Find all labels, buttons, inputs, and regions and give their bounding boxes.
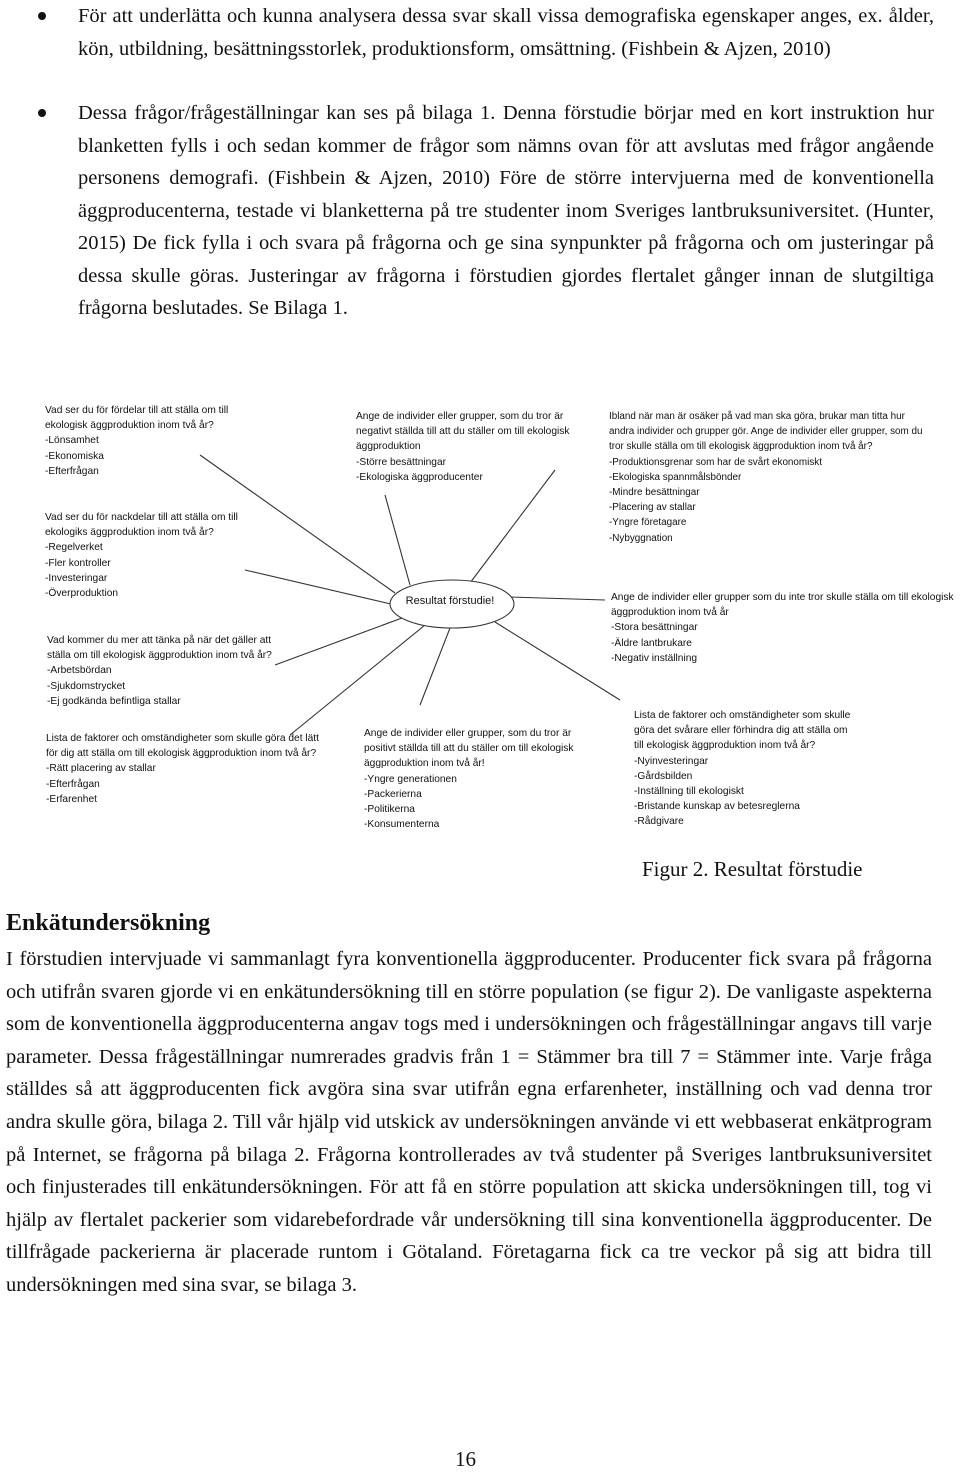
block-line: ställa om till ekologisk äggproduktion inom två år?	[47, 650, 272, 662]
page-number: 16	[455, 1447, 476, 1471]
block-faktorer-lattare	[46, 731, 319, 807]
block-nackdelar	[45, 510, 238, 601]
block-fordelar	[45, 403, 228, 479]
body-paragraph: I förstudien intervjuade vi sammanlagt fyra konventionella äggproducenter. Producenter fick svara på frågorna och utifrån svaren gjorde vi en enkätundersökning till en större population (se figur 2). De vanligaste aspekterna som de konventionella äggproducenterna angav togs med i undersökningen och frågeställningar angavs till varje parameter. Dessa frågeställningar numrerades gradvis från 1 = Stämmer bra till 7 = Stämmer inte. Varje fråga ställdes så att äggproducenten fick avgöra sina svar utifrån egna erfarenheter, inställning och vad denna tror andra skulle göra, bilaga 2. Till vår hjälp vid utskick av undersökningen använde vi ett webbaserat enkätprogram på Internet, se frågorna på bilaga 2. Frågorna kontrollerades av två studenter på Sveriges lantbruksuniversitet och finjusterades till enkätundersökningen. För att få en större population att skicka undersökningen till, tog vi hjälp av flertalet packerier som vidarebefordrade vår undersökning till sina konventionella äggproducenter. De tillfrågade packerierna är placerade runtom i Götaland. Företagarna fick ca tre veckor på sig att bidra till undersökningen med sina svar, se bilaga 3.	[6, 948, 932, 1296]
block-inte-tror	[611, 590, 954, 666]
block-line: -Gårdsbilden	[634, 770, 693, 782]
block-line: -Rådgivare	[634, 816, 684, 828]
block-line: -Sjukdomstrycket	[47, 680, 126, 692]
block-line: Vad ser du för nackdelar till att ställa om till	[45, 512, 238, 523]
figure-caption: Figur 2. Resultat förstudie	[642, 857, 863, 881]
bullet-text: Dessa frågor/frågeställningar kan ses på bilaga 1. Denna förstudie börjar med en kort instruktion hur blanketten fylls i och sedan kommer de frågor som nämns ovan för att avslutas med frågor angående personens demografi. (Fishbein & Ajzen, 2010) Före de större intervjuerna med de konventionella äggproducenterna, testade vi blanketterna på tre studenter inom Sveriges lantbruksuniversitet. (Hunter, 2015) De fick fylla i och svara på frågorna och ge sina synpunkter på frågorna och om justeringar på dessa skulle göras. Justeringar av frågorna i förstudien gjordes flertalet gånger innan de slutgiltiga frågorna beslutades. Se Bilaga 1.	[78, 102, 934, 319]
block-line: -Regelverket	[45, 542, 103, 554]
block-line: -Efterfrågan	[46, 778, 100, 790]
block-line: Ibland när man är osäker på vad man ska göra, brukar man titta hur	[609, 411, 905, 422]
spoke-line	[510, 597, 605, 600]
block-line: äggproduktion inom två år	[611, 607, 729, 619]
block-line: Ange de individer eller grupper, som du tror är	[364, 728, 572, 739]
block-line: -Överproduktion	[45, 588, 119, 600]
block-line: -Placering av stallar	[609, 502, 696, 514]
block-line: positivt ställda till att du ställer om till ekologisk	[364, 743, 574, 755]
block-line: -Produktionsgrenar som har de svårt ekonomiskt	[609, 456, 822, 468]
block-line: andra individer och grupper gör. Ange de individer eller grupper, som du	[609, 426, 923, 438]
block-line: -Yngre generationen	[364, 773, 457, 785]
block-line: -Nyinvesteringar	[634, 755, 709, 767]
block-line: -Politikerna	[364, 804, 415, 816]
spoke-line	[470, 470, 555, 583]
section-heading: Enkätundersökning	[6, 910, 211, 936]
block-line: Lista de faktorer och omständigheter som skulle	[634, 710, 851, 721]
block-individer-positiv	[364, 726, 574, 832]
block-line: göra det svårare eller förhindra dig att ställa om	[634, 725, 848, 737]
block-line: -Fler kontroller	[45, 557, 111, 569]
block-line: -Packerierna	[364, 788, 422, 800]
block-line: -Större besättningar	[356, 456, 447, 468]
block-line: till ekologisk äggproduktion inom två år?	[634, 740, 816, 752]
spoke-line	[495, 622, 620, 700]
block-line: -Negativ inställning	[611, 652, 698, 664]
block-line: -Äldre lantbrukare	[611, 637, 692, 649]
block-line: -Arbetsbördan	[47, 665, 112, 677]
block-line: Ange de individer eller grupper som du inte tror skulle ställa om till ekologisk	[611, 592, 954, 603]
block-line: äggproduktion	[356, 441, 421, 453]
spoke-line	[275, 618, 402, 665]
block-line: -Inställning till ekologiskt	[634, 786, 744, 798]
block-line: -Investeringar	[45, 572, 108, 584]
block-line: ekologisk äggproduktion inom två år?	[45, 420, 214, 432]
block-ibland	[609, 409, 922, 546]
bullet-text: För att underlätta och kunna analysera dessa svar skall vissa demografiska egenskaper anges, ex. ålder, kön, utbildning, besättningsstorlek, produktionsform, omsättning. (Fishbein & Ajzen, 2010)	[78, 5, 934, 60]
spoke-line	[245, 570, 395, 605]
block-line: -Yngre företagare	[609, 517, 687, 529]
block-line: äggproduktion inom två år!	[364, 758, 485, 770]
block-line: -Erfarenhet	[46, 793, 97, 805]
block-line: -Konsumenterna	[364, 819, 440, 831]
block-line: tror skulle ställa om till ekologisk äggproduktion inom två år?	[609, 441, 873, 453]
block-line: Lista de faktorer och omständigheter som skulle göra det lätt	[46, 733, 319, 744]
spoke-line	[420, 628, 450, 705]
block-individer-negativ	[356, 409, 569, 485]
block-line: Ange de individer eller grupper, som du tror är	[356, 411, 564, 422]
block-line: -Rätt placering av stallar	[46, 763, 156, 775]
block-line: -Ej godkända befintliga stallar	[47, 695, 181, 707]
block-line: -Ekologiska spannmålsbönder	[609, 471, 742, 483]
block-line: för dig att ställa om till ekologisk äggproduktion inom två år?	[46, 748, 317, 760]
block-line: -Stora besättningar	[611, 622, 698, 634]
block-line: -Mindre besättningar	[609, 487, 700, 499]
spoke-line	[385, 495, 410, 585]
block-line: -Ekologiska äggproducenter	[356, 471, 483, 483]
block-line: -Ekonomiska	[45, 450, 104, 462]
block-faktorer-svarare	[634, 708, 850, 830]
block-line: ekologiks äggproduktion inom två år?	[45, 527, 214, 539]
block-tanka	[47, 633, 272, 709]
block-line: Vad ser du för fördelar till att ställa om till	[45, 405, 229, 416]
block-line: -Bristande kunskap av betesreglerna	[634, 801, 800, 813]
block-line: negativt ställda till att du ställer om till ekologisk	[356, 426, 570, 438]
block-line: -Nybyggnation	[609, 532, 673, 544]
spoke-line	[290, 625, 425, 735]
block-line: Vad kommer du mer att tänka på när det gäller att	[47, 635, 272, 646]
block-line: -Lönsamhet	[45, 435, 99, 447]
center-label: Resultat förstudie!	[405, 595, 495, 607]
block-line: -Efterfrågan	[45, 465, 99, 477]
